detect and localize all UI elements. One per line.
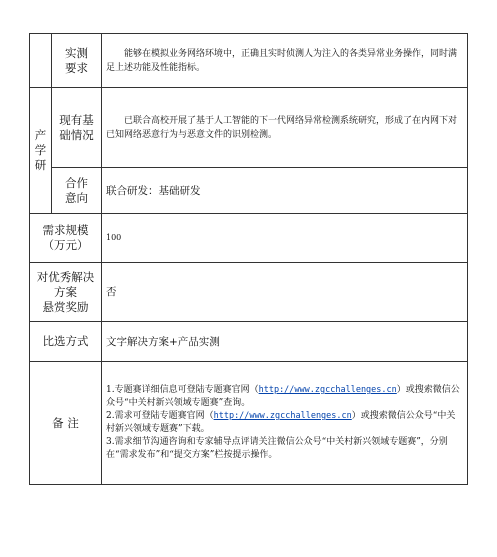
remark-text: 1.专题赛详细信息可登陆专题赛官网（ [106, 385, 259, 395]
label-line: 合作 [65, 175, 88, 190]
label-line: 产 [34, 128, 47, 142]
label-reward [30, 263, 102, 322]
value-reward: 否 [102, 263, 468, 322]
row-reward [30, 263, 468, 322]
remark-note-3: 3.需求细节沟通咨询和专家辅导点评请关注微信公众号“中关村新兴领域专题赛”，分别在“需求发布”和“提交方案”栏按提示操作。 [106, 437, 448, 460]
label-existing-basis [52, 88, 102, 168]
row-demand-scale [30, 214, 468, 263]
remark-text: ）或搜索微信公众号“中关村新兴领域专题赛”查询。 [106, 385, 460, 408]
value-existing-basis: 已联合高校开展了基于人工智能的下一代网络异常检测系统研究，形成了在内网下对已知网络恶意行为与恶意文件的识别检测。 [102, 88, 468, 168]
row-remarks [30, 362, 468, 485]
label-line: 悬赏奖励 [42, 299, 89, 314]
label-line: 学 [34, 143, 47, 157]
row-selection-method [30, 322, 468, 362]
label-line: 意向 [65, 190, 88, 205]
label-cooperation-intent [52, 168, 102, 214]
label-line: 实测 [65, 45, 88, 60]
label-remarks: 备 注 [30, 362, 102, 485]
value-test-requirement: 能够在模拟业务网络环境中，正确且实时侦测人为注入的各类异常业务操作，同时满足上述功能及性能指标。 [102, 34, 468, 88]
label-line: 对优秀解决 [36, 269, 95, 284]
requirement-form-table [29, 33, 468, 485]
label-test-requirement [52, 34, 102, 88]
remark-text: 2.需求可登陆专题赛官网（ [106, 411, 214, 421]
label-line: 需求规模 [42, 223, 89, 237]
remark-note-2 [106, 410, 463, 436]
cell-empty-left [30, 34, 52, 88]
remark-text: ）或搜索微信公众号“中关村新兴领域专题赛”下载。 [106, 411, 456, 434]
value-selection-method: 文字解决方案+产品实测 [102, 322, 468, 362]
label-line: 要求 [65, 60, 88, 75]
label-line: 础情况 [59, 127, 94, 142]
remark-note-1 [106, 384, 463, 410]
value-cooperation-intent: 联合研发：基础研发 [102, 168, 468, 214]
value-remarks [102, 362, 468, 485]
website-link[interactable]: http://www.zgcchallenges.cn [213, 411, 352, 421]
row-test-requirement [30, 34, 468, 88]
label-industry-university-research [30, 88, 52, 214]
row-cooperation-intent [30, 168, 468, 214]
website-link[interactable]: http://www.zgcchallenges.cn [258, 385, 397, 395]
label-line: 方案 [54, 284, 77, 299]
label-selection-method: 比选方式 [30, 322, 102, 362]
label-line: （万元） [42, 238, 89, 252]
label-line: 研 [34, 158, 47, 172]
value-demand-scale: 100 [102, 214, 468, 263]
row-existing-basis [30, 88, 468, 168]
label-line: 现有基 [59, 112, 94, 127]
label-demand-scale [30, 214, 102, 263]
